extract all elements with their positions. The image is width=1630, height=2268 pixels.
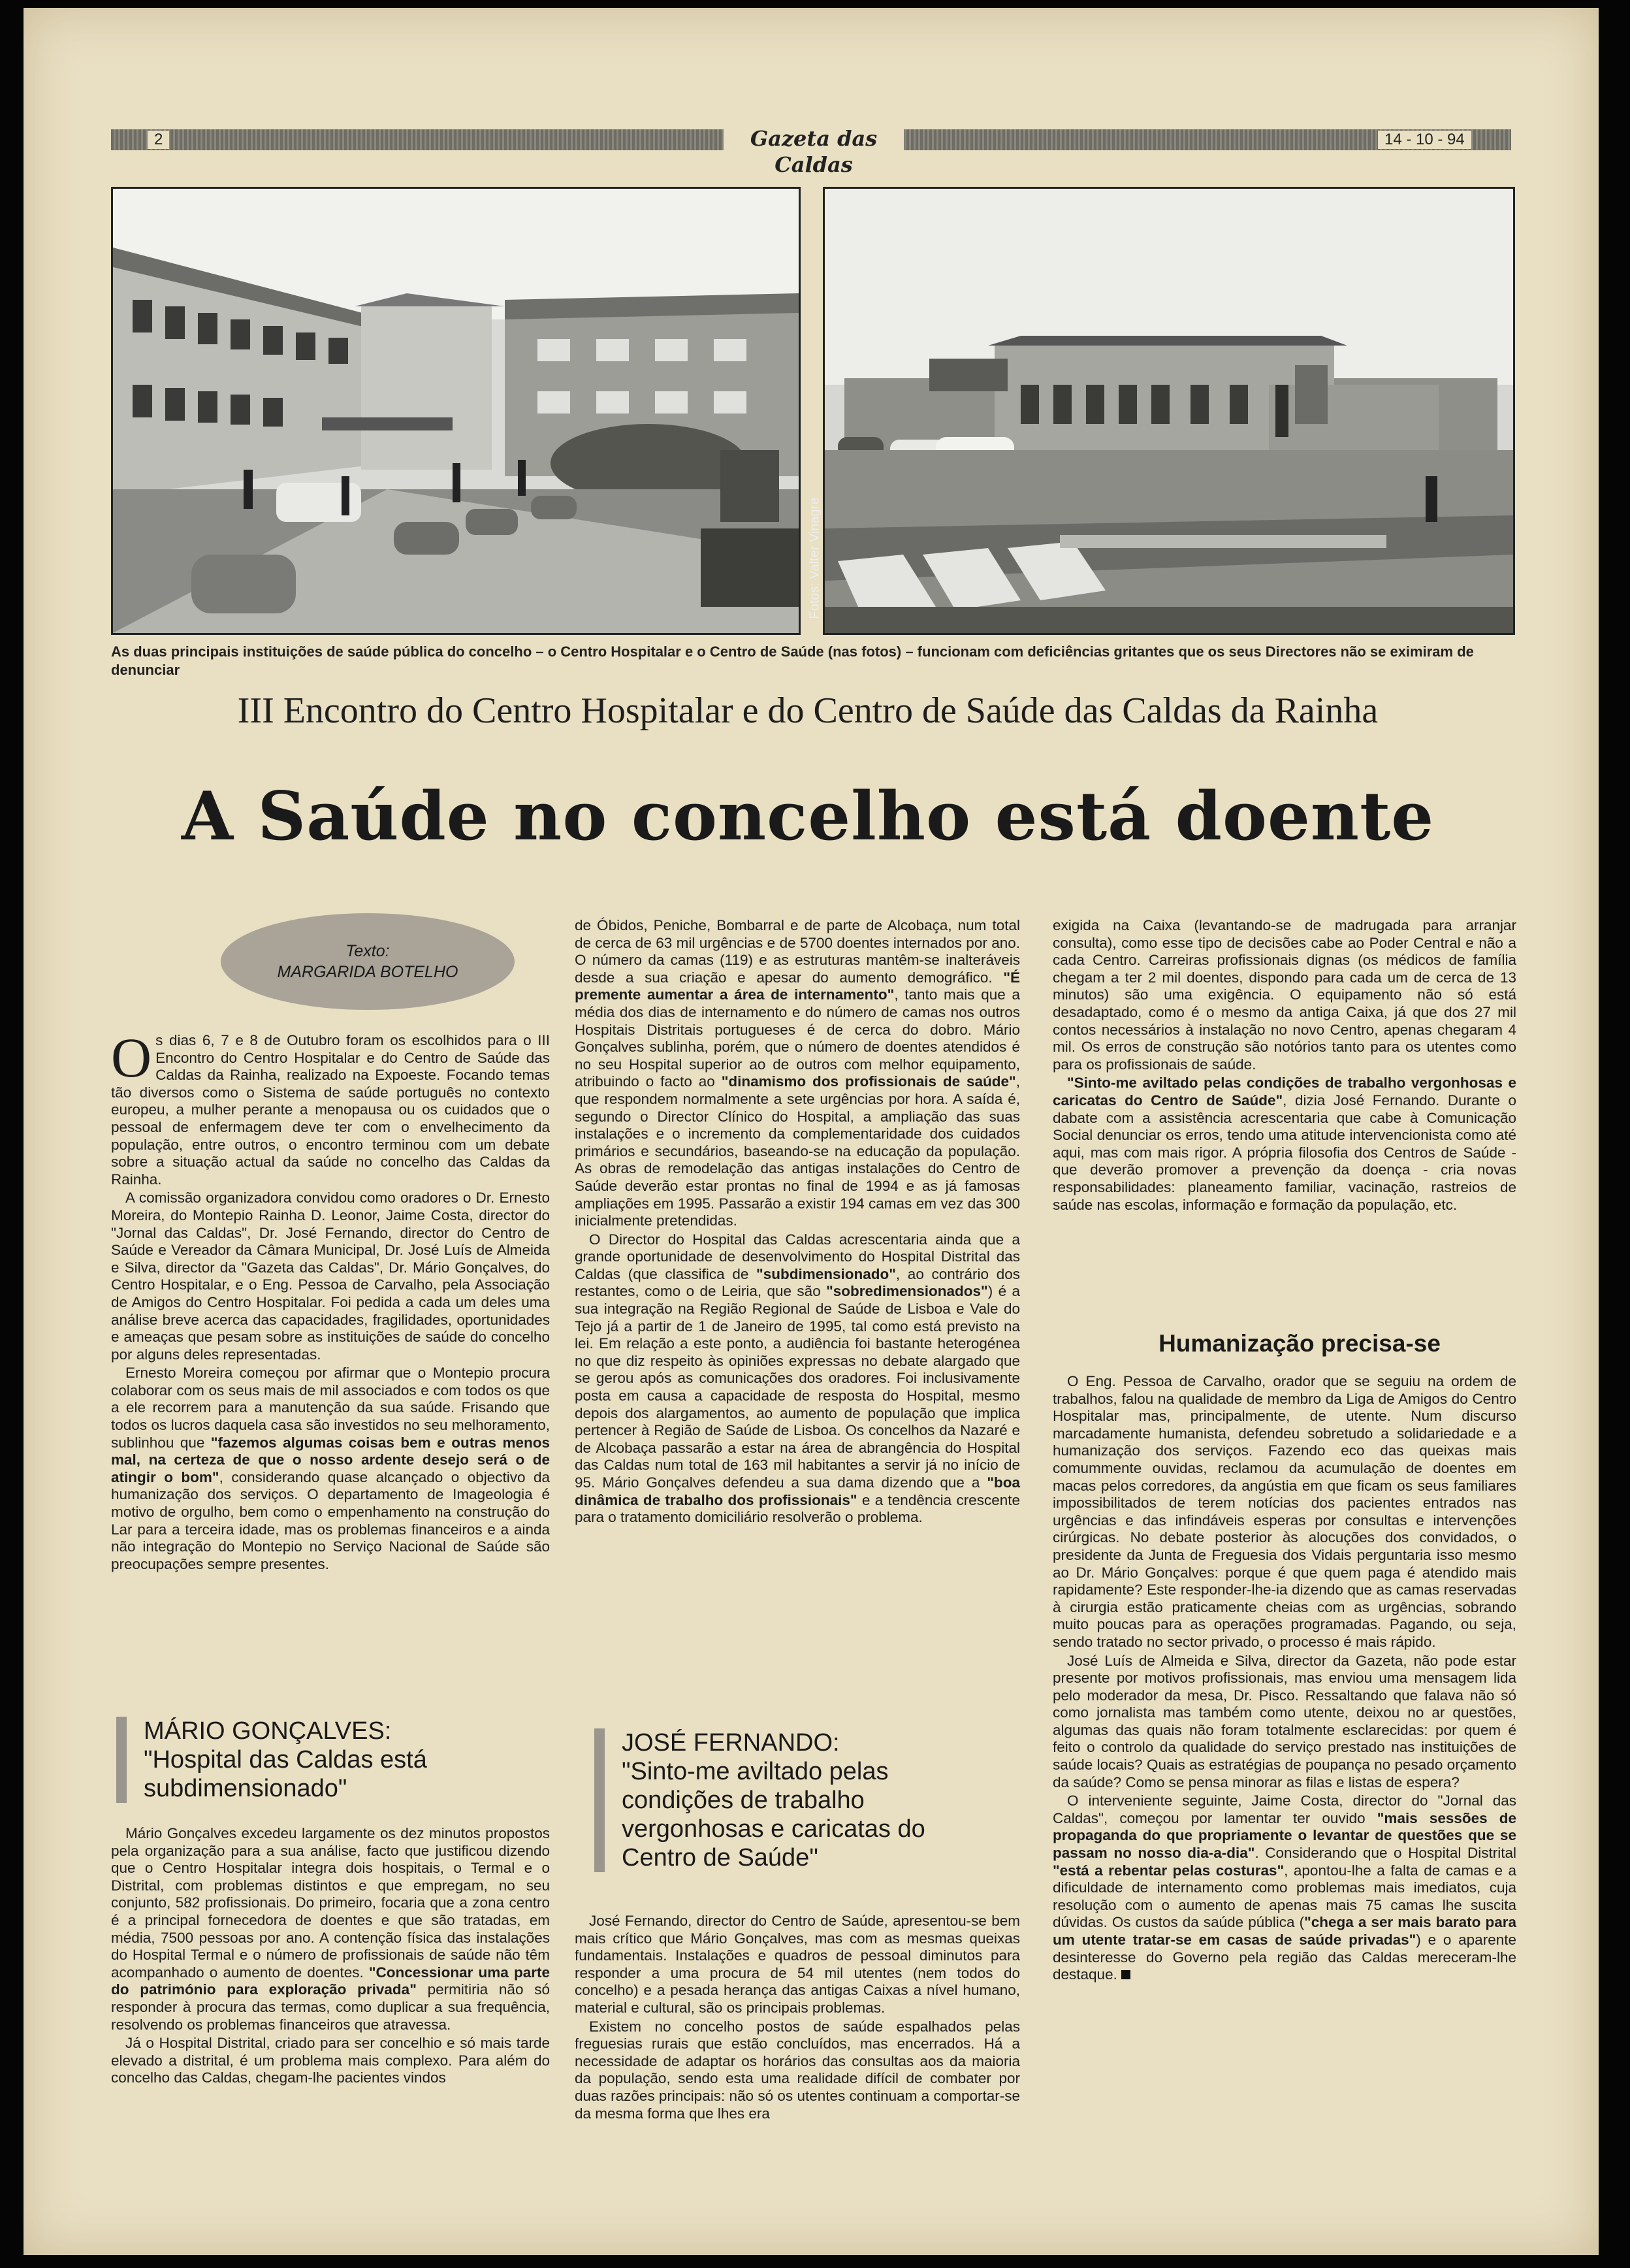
paragraph: "Sinto-me aviltado pelas condições de trabalho vergonhosas e caricatas do Centro de Saúde", dizia José Fernando. Durante o dabate com a assistência acrescentaria que cabe à Comunicação Social denunciar os erros, tendo uma atitude intervencionista como até aqui, mas com mais rigor. A própria filosofia dos Centros de Saúde - que deverão promover a prevenção da doença - cria novas responsabilidades: planeamento familiar, vacinação, rastreios de saúde nas escolas, informação e formação da população, etc.: [1053, 1075, 1516, 1213]
pull-quote-text: "Sinto-me aviltado pelas condições de trabalho vergonhosas e caricatas do Centro de Saúde": [622, 1758, 925, 1871]
column-1: [111, 1026, 550, 1574]
byline-ellipse: [221, 913, 515, 1010]
issue-date: 14 - 10 - 94: [1378, 131, 1471, 149]
paragraph: Já o Hospital Distrital, criado para ser concelhio e só mais tarde elevado a distrital, é um problema mais complexo. Para além do concelho das Caldas, chegam-lhe pacientes vindos: [111, 2035, 550, 2086]
paragraph: José Fernando, director do Centro de Saúde, apresentou-se bem mais crítico que Mário Gonçalves, mas com as mesmas queixas fundamentais. Instalações e quadros de pessoal diminutos para responder a uma procura de 54 mil utentes (nem todos do concelho) e a pesada herança das antigas Caixas a nível humano, material e cultural, são os principais problemas.: [575, 1913, 1020, 2016]
article-kicker: III Encontro do Centro Hospitalar e do Centro de Saúde das Caldas da Rainha: [237, 690, 1379, 731]
pull-quote-text: "Hospital das Caldas está subdimensionado": [144, 1746, 427, 1802]
health-centre-photo: [823, 187, 1515, 635]
end-mark: [1121, 1970, 1130, 1979]
paragraph: José Luís de Almeida e Silva, director da Gazeta, não pode estar presente por motivos profissionais, mas enviou uma mensagem lida pelo moderador da mesa, Dr. Pisco. Ressaltando que falava não só como jornalista mas também como utente, deixou no ar questões, algumas das quais não foram totalmente esclarecidas: por quem é feito o controlo da qualidade do serviço prestado nas instituições de saúde locais? Quais as estratégias de poupança no pesado orçamento da saúde? Como se pensa minorar as filas e listas de espera?: [1053, 1652, 1516, 1790]
photo-credit: Fotos: Valter Vinagre: [807, 497, 822, 619]
pull-quote-jose: [594, 1728, 961, 1872]
drop-cap: O: [111, 1026, 152, 1089]
byline-label: Texto:: [345, 942, 390, 960]
page-number: 2: [148, 131, 169, 149]
pull-quote-name: MÁRIO GONÇALVES:: [144, 1717, 392, 1745]
paragraph: O Director do Hospital das Caldas acrescentaria ainda que a grande oportunidade de desenvolvimento do Hospital Distrital das Caldas (que classifica de "subdimensionado", ao contrário dos restantes, como o de Leiria, que são "sobredimensionados") é a sua integração na Região Regional de Saúde de Lisboa e Vale do Tejo já a partir de 1 de Janeiro de 1995, tal como está previsto na lei. Em relação a este ponto, a audiência foi bastante heterogénea no que diz respeito às opiniões expressas no debate alargado que se gerou após as comunicações dos oradores. Foi inclusivamente posta em causa a capacidade de resposta do Hospital, mesmo depois dos alargamentos, ao aumento de população que implica pertencer à Região de Saúde de Lisboa. Os concelhos da Nazaré e de Alcobaça passarão a estar na área de abrangência do Hospital das Caldas num total de 163 mil habitantes a servir já no início de 95. Mário Gonçalves defendeu a sua dama dizendo que a "boa dinâmica de trabalho dos profissionais" e a tendência crescente para o tratamento domiciliário resolverão o problema.: [575, 1231, 1021, 1526]
paragraph: exigida na Caixa (levantando-se de madrugada para arranjar consulta), como esse tipo de decisões cabe ao Poder Central e não a cada Centro. Carreiras profissionais dignas (os médicos de família chegam a ter 2 mil doentes, dispondo para cada um de cerca de 13 minutos) são uma exigência. O equipamento não só está desadaptado, como é o mesmo da antiga Caixa, já que dos 27 mil contos necessários à instalação no novo Centro, apenas chegaram 4 mil. Os erros de construção são notórios tanto para os utentes como para os profissionais de saúde.: [1053, 917, 1516, 1073]
column-1-continued: [111, 1825, 550, 2088]
column-3-continued: [1053, 1373, 1516, 1985]
column-2-continued: [575, 1913, 1020, 2124]
paragraph: Mário Gonçalves excedeu largamente os dez minutos propostos pela organização para a sua análise, facto que justificou dizendo que o Centro Hospitalar integra dois hospitais, o Termal e o Distrital, com problemas distintos e que empregam, no seu conjunto, 582 profissionais. Do primeiro, focaria que a zona centro é a principal fornecedora de doentes e que são tratadas, em média, 7500 pessoas por ano. A contenção física das instalações do Hospital Termal e o número de profissionais de saúde não têm acompanhado o aumento de doentes. "Concessionar uma parte do património para exploração privada" permitiria não só responder à procura das termas, como duplicar a sua frequência, resolvendo os problemas financeiros que atravessa.: [111, 1825, 550, 2033]
paragraph: O Eng. Pessoa de Carvalho, orador que se seguiu na ordem de trabalhos, falou na qualidade de membro da Liga de Amigos do Centro Hospitalar mas, principalmente, de utente. Num discurso marcadamente humanista, defendeu sobretudo a solidariedade e a humanização dos serviços. Fazendo eco das queixas mais comummente ouvidas, reclamou da acumulação de doentes em macas pelos corredores, da angústia em que ficam os seus familiares impossibilitados de terem notícias dos pacientes entrados nas urgências e das infindáveis esperas por consultas e intervenções cirúrgicas. No debate posterior às alocuções dos convidados, o presidente da Junta de Freguesia dos Vidais perguntaria isso mesmo ao Dr. Mário Gonçalves: porque é que quem paga é atendido mais rapidamente? Este responder-lhe-ia dizendo que as camas reservadas à cirurgia estão praticamente cheias com as urgências, sobrando muito poucas para as operações programadas. Pagando, ou seja, sendo tratado no sector privado, o processo é mais rápido.: [1053, 1373, 1516, 1650]
column-3: [1053, 917, 1516, 1215]
paragraph: Existem no concelho postos de saúde espalhados pelas freguesias rurais que estão concluídos, mas encerrados. Há a necessidade de adaptar os horários das consultas aos da maioria da população, sendo esta uma realidade difícil de combater por duas razões principais: não só os utentes continuam a comportar-se da mesma forma que lhes era: [575, 2018, 1020, 2122]
article-headline: A Saúde no concelho está doente: [181, 777, 1435, 856]
byline-author: MARGARIDA BOTELHO: [277, 963, 458, 981]
pull-quote-mario: [116, 1717, 529, 1803]
paragraph: Ernesto Moreira começou por afirmar que o Montepio procura colaborar com os seus mais de mil associados e com todos os que a ele recorrem para a manutenção da sua saúde. Frisando que todos os lucros daquela casa são investidos no seu melhoramento, sublinhou que "fazemos algumas coisas bem e outras menos mal, na certeza de que o nosso ardente desejo será o de atingir o bom", considerando quase alcançado o objectivo da humanização dos serviços. O departamento de Imageologia é motivo de orgulho, bem como o empenhamento na construção do Lar para a terceira idade, mas os problemas financeiros e a ainda não integração do Montepio no Serviço Nacional de Saúde são preocupações sempre presentes.: [111, 1365, 550, 1572]
masthead: Gazeta das Caldas: [724, 125, 904, 152]
column-2: [575, 917, 1020, 1528]
paragraph: de Óbidos, Peniche, Bombarral e de parte de Alcobaça, num total de cerca de 63 mil urgências e de 5700 doentes internados por ano. O número da camas (119) e as estruturas mantêm-se inalteráveis desde a sua criação e apesar do aumento demográfico. "É premente aumentar a área de internamento", tanto mais que a média dos dias de internamento e do número de camas nos outros Hospitais Distritais portugueses é de cerca do dobro. Mário Gonçalves sublinha, porém, que o número de doentes atendidos é no seu Hospital superior ao de outros com melhor equipamento, atribuindo o facto ao "dinamismo dos profissionais de saúde", que respondem normalmente a sete urgências por hora. A saída é, segundo o Director Clínico do Hospital, a ampliação das suas instalações e o incremento da complementaridade dos cuidados primários e secundários, baseando-se na educação da população. As obras de remodelação das antigas instalações do Centro de Saúde deverão estar prontas no final de 1994 e as já famosas ampliações em 1995. Passarão a existir 194 camas em vez das 300 inicialmente pretendidas.: [575, 917, 1021, 1229]
paragraph: O interveniente seguinte, Jaime Costa, director do "Jornal das Caldas", começou por lamentar ter ouvido "mais sessões de propaganda do que propriamente o levantar de questões que se passam no nosso dia-a-dia". Considerando que o Hospital Distrital "está a rebentar pelas costuras", apontou-lhe a falta de camas e a dificuldade de internamento como problemas mais imediatos, cuja resolução com o aumento de apenas mais 75 camas lhe suscita dúvidas. Os custos da saúde pública ("chega a ser mais barato para um utente tratar-se em casas de saúde privadas") e o aparente desinteresse do Governo pela região das Caldas mereceram-lhe destaque.: [1053, 1792, 1517, 1983]
paragraph: Os dias 6, 7 e 8 de Outubro foram os escolhidos para o III Encontro do Centro Hospitalar e do Centro de Saúde das Caldas da Rainha, realizado na Expoeste. Focando temas tão diversos como o Sistema de saúde português no contexto europeu, a mulher perante a menopausa ou os cuidados que o pessoal de enfermagem deve ter com o envelhecimento da população, entre outros, o encontro terminou com um debate sobre a situação actual da saúde no concelho das Caldas da Rainha.: [111, 1026, 550, 1188]
hospital-photo: [111, 187, 801, 635]
section-subheading: Humanização precisa-se: [1159, 1330, 1441, 1357]
paragraph: A comissão organizadora convidou como oradores o Dr. Ernesto Moreira, do Montepio Rainha D. Leonor, Jaime Costa, director do "Jornal das Caldas", Dr. José Fernando, director do Centro de Saúde e Vereador da Câmara Municipal, Dr. José Luís de Almeida e Silva, director da "Gazeta das Caldas", Dr. Mário Gonçalves, do Centro Hospitalar, e o Eng. Pessoa de Carvalho, pela Associação de Amigos do Centro Hospitalar. Foi pedida a cada um deles uma análise breve acerca das capacidades, fragilidades, oportunidades e ameaças que pesam sobre as instituições de saúde do concelho por alguns deles representadas.: [111, 1190, 550, 1363]
pull-quote-name: JOSÉ FERNANDO:: [622, 1729, 840, 1757]
photo-caption: As duas principais instituições de saúde pública do concelho – o Centro Hospitalar e o Centro de Saúde (nas fotos) – funcionam com deficiências gritantes que os seus Directores não se eximiram de denunciar: [111, 643, 1474, 678]
